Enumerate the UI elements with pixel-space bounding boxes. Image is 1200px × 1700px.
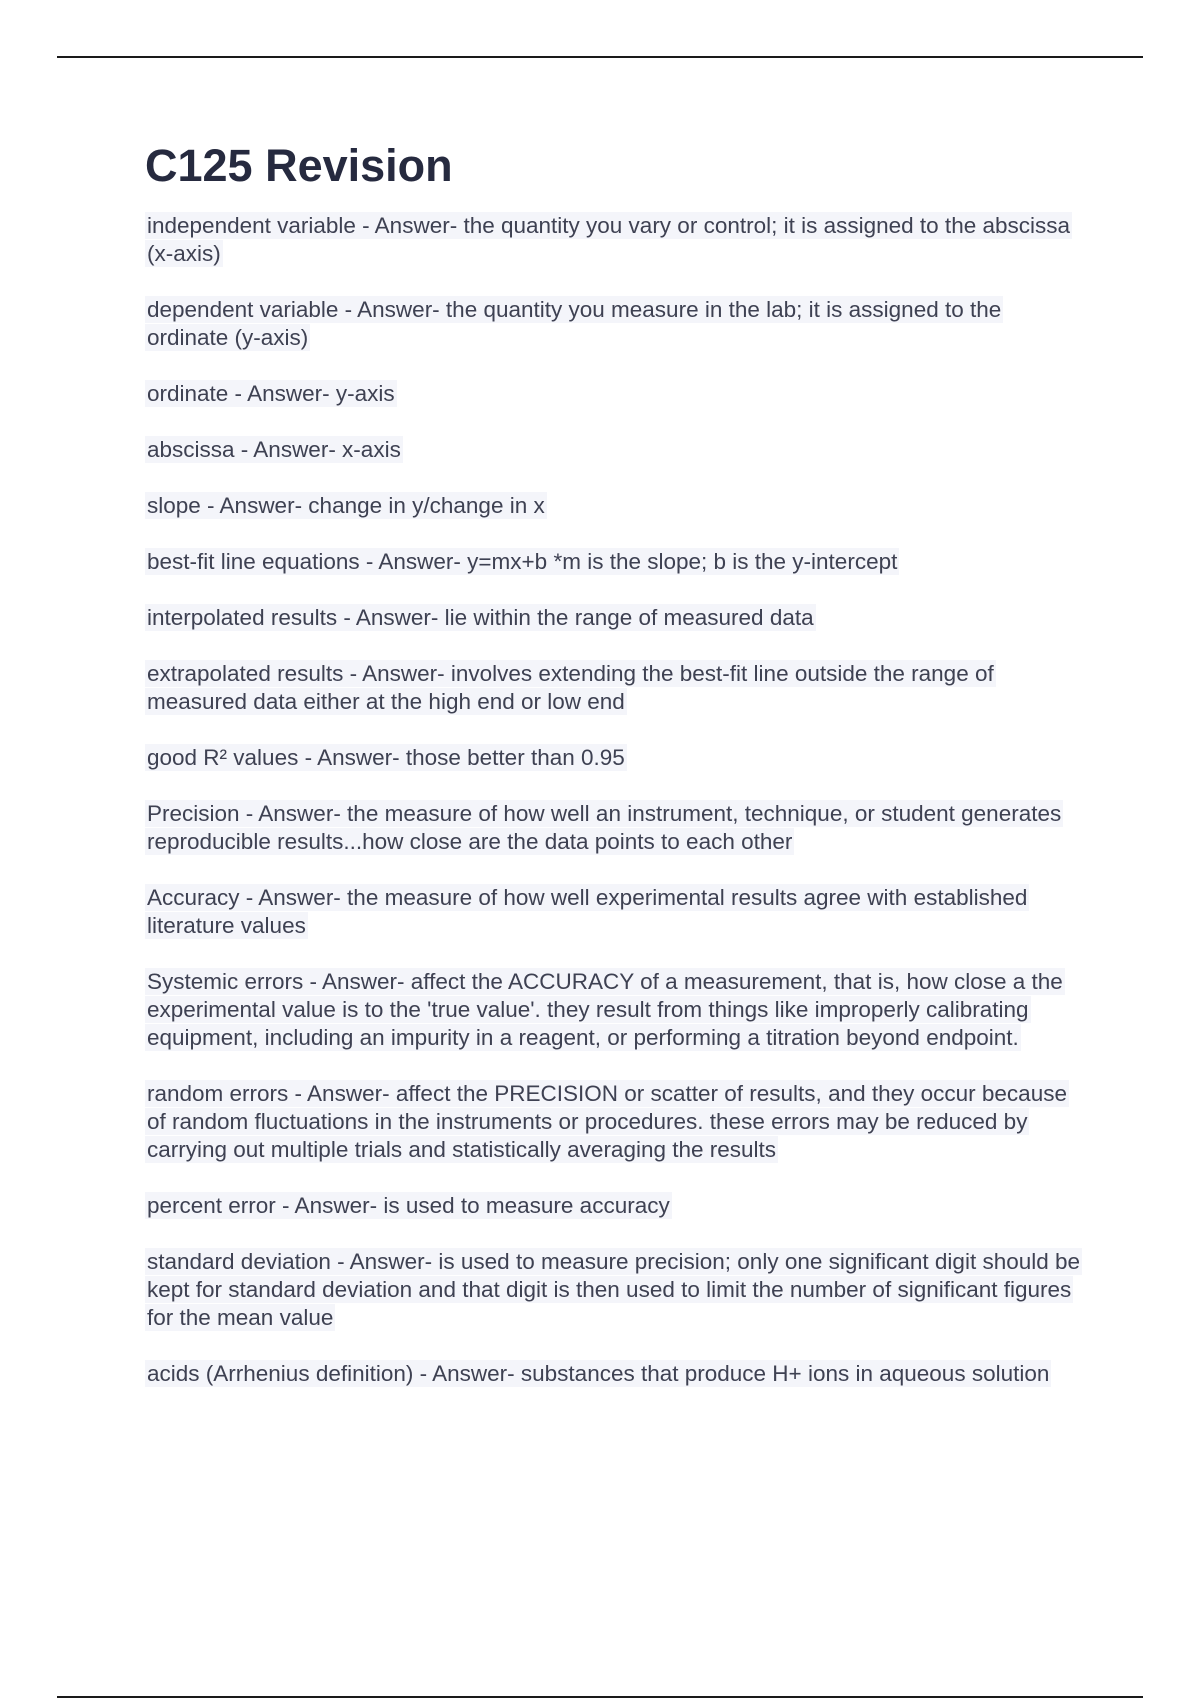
entry-text: best-fit line equations - Answer- y=mx+b *m is the slope; b is the y-intercept xyxy=(147,548,898,574)
entry-text: ordinate - Answer- y-axis xyxy=(147,380,395,406)
entry-text: independent variable - Answer- the quantity you vary or control; it is assigned to the abscissa (x-axis) xyxy=(147,212,1071,266)
list-item xyxy=(145,212,1085,268)
list-item xyxy=(145,884,1085,940)
entry-text: abscissa - Answer- x-axis xyxy=(147,436,401,462)
entry-text: slope - Answer- change in y/change in x xyxy=(147,492,545,518)
list-item xyxy=(145,800,1085,856)
entry-text: percent error - Answer- is used to measure accuracy xyxy=(147,1192,670,1218)
list-item xyxy=(145,660,1085,716)
entry-text: Accuracy - Answer- the measure of how well experimental results agree with established literature values xyxy=(147,884,1028,938)
entry-text: acids (Arrhenius definition) - Answer- substances that produce H+ ions in aqueous solution xyxy=(147,1360,1050,1386)
list-item xyxy=(145,436,1085,464)
entry-text: random errors - Answer- affect the PRECISION or scatter of results, and they occur because of random fluctuations in the instruments or procedures. these errors may be reduced by carrying out multiple trials and statistically averaging the results xyxy=(147,1080,1067,1162)
list-item xyxy=(145,1080,1085,1164)
list-item xyxy=(145,1360,1085,1388)
entry-text: Systemic errors - Answer- affect the ACCURACY of a measurement, that is, how close a the experimental value is to the 'true value'. they result from things like improperly calibrating equipment, including an impurity in a reagent, or performing a titration beyond endpoint. xyxy=(147,968,1063,1050)
top-rule xyxy=(57,56,1143,58)
page-title: C125 Revision xyxy=(145,140,453,191)
entry-text: good R² values - Answer- those better than 0.95 xyxy=(147,744,625,770)
list-item xyxy=(145,380,1085,408)
list-item xyxy=(145,1192,1085,1220)
entry-text: Precision - Answer- the measure of how well an instrument, technique, or student generates reproducible results...how close are the data points to each other xyxy=(147,800,1062,854)
entry-text: interpolated results - Answer- lie within the range of measured data xyxy=(147,604,814,630)
list-item xyxy=(145,604,1085,632)
list-item xyxy=(145,1248,1085,1332)
bottom-rule xyxy=(57,1696,1143,1698)
list-item xyxy=(145,492,1085,520)
document-body xyxy=(145,140,1085,1416)
entry-text: dependent variable - Answer- the quantity you measure in the lab; it is assigned to the ordinate (y-axis) xyxy=(147,296,1002,350)
entry-text: standard deviation - Answer- is used to measure precision; only one significant digit should be kept for standard deviation and that digit is then used to limit the number of significant figures for the mean value xyxy=(147,1248,1081,1330)
entry-text: extrapolated results - Answer- involves extending the best-fit line outside the range of measured data either at the high end or low end xyxy=(147,660,994,714)
list-item xyxy=(145,744,1085,772)
entry-list xyxy=(145,212,1085,1388)
list-item xyxy=(145,968,1085,1052)
list-item xyxy=(145,548,1085,576)
list-item xyxy=(145,296,1085,352)
